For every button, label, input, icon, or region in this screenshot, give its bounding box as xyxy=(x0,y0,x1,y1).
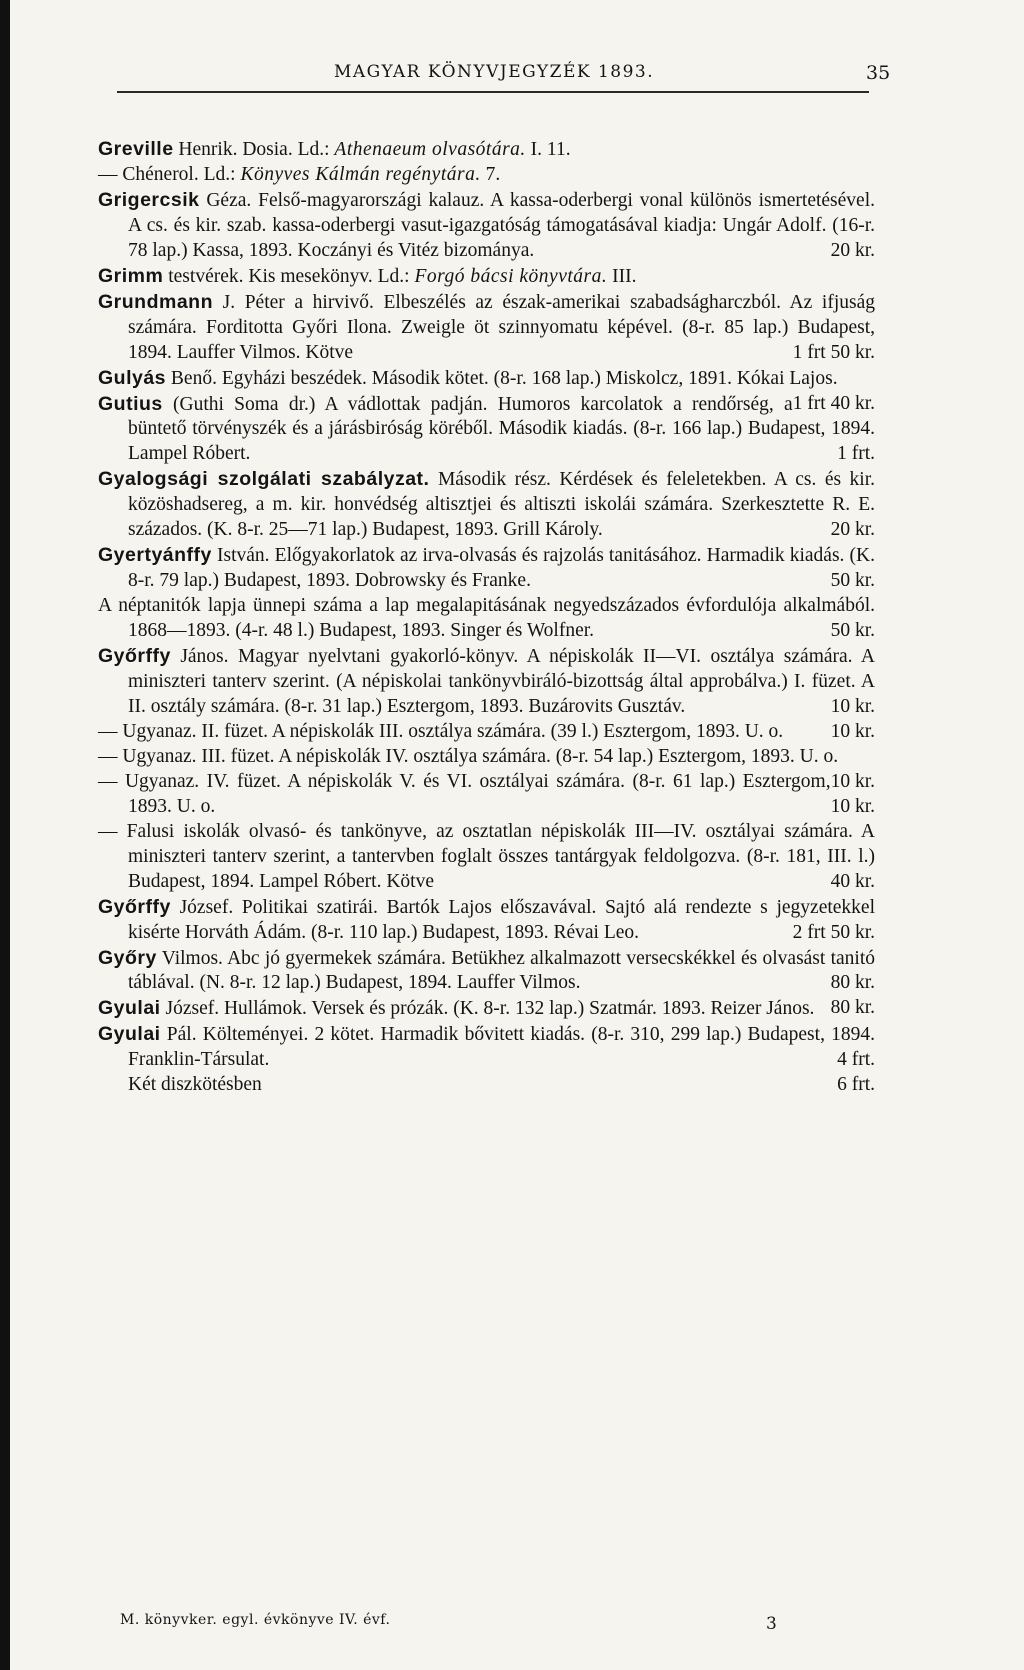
footer-series: M. könyvker. egyl. évkönyve IV. évf. xyxy=(120,1612,391,1628)
entry-heading: Gyertyánffy xyxy=(98,544,212,567)
entry-heading: Győrffy xyxy=(98,645,171,668)
catalog-entry xyxy=(98,644,875,720)
catalog-entry xyxy=(98,820,875,895)
page-header xyxy=(0,60,1024,90)
entry-price: 40 kr. xyxy=(830,870,875,892)
entry-text: — Chénerol. Ld.: xyxy=(98,163,241,185)
entry-price: 1 frt 40 kr. xyxy=(792,392,875,414)
entry-price: 20 kr. xyxy=(830,519,875,541)
entry-heading: Grundmann xyxy=(98,290,213,313)
entry-price: 2 frt 50 kr. xyxy=(792,921,875,943)
entry-text: Vilmos. Abc jó gyermekek számára. Betükhez alkalmazott versecskékkel és olvasást tanitó táblával. (N. 8-r. 12 lap.) Budapest, 1894. Lauffer Vilmos. xyxy=(128,947,875,994)
entry-series-title: Forgó bácsi könyvtára. xyxy=(414,265,608,287)
entry-text: 7. xyxy=(480,163,501,185)
catalog-entry xyxy=(98,392,875,468)
catalog-entry xyxy=(98,467,875,543)
entry-text: I. 11. xyxy=(525,139,571,160)
entry-price: 1 frt 50 kr. xyxy=(792,341,875,363)
entry-heading: Győrffy xyxy=(98,895,171,918)
entry-text: A néptanitók lapja ünnepi száma a lap megalapitásának negyedszázados évfordulója alkalmából. 1868—1893. (4-r. 48 l.) Budapest, 1893. Singer és Wolfner. xyxy=(98,595,875,642)
entry-text: Géza. Felső-magyarországi kalauz. A kassa-oderbergi vonal különös ismertetésével. A cs. és kir. szab. kassa-oderbergi vasut-igazgatóság támogatásával kiadja: Ungár Adolf. (16-r. 78 lap.) Kassa, 1893. Koczányi és Vitéz bizománya. xyxy=(128,189,875,261)
signature-mark: 3 xyxy=(766,1614,777,1634)
entry-text: — Ugyanaz. II. füzet. A népiskolák III. osztálya számára. (39 l.) Esztergom, 1893. U. o. xyxy=(98,720,784,742)
entry-price: 6 frt. xyxy=(837,1074,875,1096)
entry-text: J. Péter a hirvivő. Elbeszélés az észak-amerikai szabadságharczból. Az ifjuság számára. Forditotta Győri Ilona. Zweigle öt szinnyomatu képével. (8-r. 85 lap.) Budapest, 1894. Lauffer Vilmos. Kötve xyxy=(128,291,875,363)
catalog-entry xyxy=(98,895,875,946)
entry-text: Pál. Költeményei. 2 kötet. Harmadik bővitett kiadás. (8-r. 310, 299 lap.) Budapest, 1894. Franklin-Társulat. xyxy=(128,1024,875,1071)
entry-heading: Grigercsik xyxy=(98,188,200,211)
catalog-entry xyxy=(98,163,875,188)
entry-heading: Győry xyxy=(98,946,157,969)
entry-series-title: Athenaeum olvasótára. xyxy=(334,139,526,160)
entry-price: 20 kr. xyxy=(830,239,875,261)
entry-text: (Guthi Soma dr.) A vádlottak padján. Humoros karcolatok a rendőrség, a büntető törvényszék és a járásbiróság köréből. Második kiadás. (8-r. 166 lap.) Budapest, 1894. Lampel Róbert. xyxy=(128,393,875,465)
catalog-entry xyxy=(98,290,875,366)
entry-heading: Gyalogsági szolgálati szabályzat. xyxy=(98,468,430,491)
catalog-entry xyxy=(98,594,875,644)
entry-text: József. Politikai szatirái. Bartók Lajos előszavával. Sajtó alá rendezte s jegyzetekkel kisérte Horváth Ádám. (8-r. 110 lap.) Budapest, 1893. Révai Leo. xyxy=(128,896,875,943)
entry-price: 80 kr. xyxy=(830,972,875,994)
running-title: MAGYAR KÖNYVJEGYZÉK 1893. xyxy=(334,62,655,82)
entry-price: 10 kr. xyxy=(830,695,875,717)
catalog-entry xyxy=(98,996,875,1022)
entry-text: — Ugyanaz. IV. füzet. A népiskolák V. és VI. osztályai számára. (8-r. 61 lap.) Esztergom, 1893. U. o. xyxy=(98,770,831,817)
entry-heading: Gyulai xyxy=(98,1023,161,1046)
entry-price: 10 kr. xyxy=(830,795,875,817)
entry-text: István. Előgyakorlatok az irva-olvasás és rajzolás tanitásához. Harmadik kiadás. (K. 8-r. 79 lap.) Budapest, 1893. Dobrowsky és Franke. xyxy=(128,545,875,592)
catalog-entry xyxy=(98,770,875,820)
entry-price: 80 kr. xyxy=(830,997,875,1019)
entry-heading: Gulyás xyxy=(98,366,167,389)
entry-price: 10 kr. xyxy=(830,720,875,742)
entry-text: Második rész. Kérdések és feleletekben. A cs. és kir. közöshadsereg, a m. kir. honvédség altisztjei és altiszti iskolái számára. Szerkesztette R. E. százados. (K. 8-r. 25—71 lap.) Budapest, 1893. Grill Károly. xyxy=(128,469,875,541)
catalog-entry xyxy=(98,264,875,290)
entry-text: József. Hullámok. Versek és prózák. (K. 8-r. 132 lap.) Szatmár. 1893. Reizer János. xyxy=(160,998,815,1020)
catalog-entry xyxy=(98,745,875,792)
entry-series-title: Könyves Kálmán regénytára. xyxy=(240,163,481,185)
entry-price: 50 kr. xyxy=(830,620,875,642)
entry-text: Két diszkötésben xyxy=(128,1074,262,1096)
entry-text: János. Magyar nyelvtani gyakorló-könyv. A népiskolák II—VI. osztálya számára. A miniszteri tanterv szerint. (A népiskolai tankönyvbiráló-bizottság által approbálva.) I. füzet. A II. osztály számára. (8-r. 31 lap.) Esztergom, 1893. Buzárovits Gusztáv. xyxy=(128,646,875,717)
entry-price: 10 kr. xyxy=(830,770,875,792)
entry-heading: Grimm xyxy=(98,264,164,287)
entry-price: 1 frt. xyxy=(837,443,875,465)
entry-text: III. xyxy=(607,265,637,287)
page-number: 35 xyxy=(866,62,891,84)
entry-text: Henrik. Dosia. Ld.: xyxy=(173,139,335,160)
entry-text: testvérek. Kis mesekönyv. Ld.: xyxy=(163,265,415,287)
entry-price: 4 frt. xyxy=(837,1049,875,1071)
catalog-entries xyxy=(98,137,875,1098)
entry-heading: Gyulai xyxy=(98,997,161,1020)
catalog-entry xyxy=(98,188,875,264)
catalog-entry xyxy=(98,1022,875,1098)
entry-heading: Gutius xyxy=(98,392,163,415)
header-rule xyxy=(117,91,869,93)
scan-edge xyxy=(0,0,10,1670)
entry-price: 50 kr. xyxy=(830,570,875,592)
entry-text: Benő. Egyházi beszédek. Második kötet. (8-r. 168 lap.) Miskolcz, 1891. Kókai Lajos. xyxy=(166,367,838,389)
catalog-entry xyxy=(98,946,875,997)
catalog-entry xyxy=(98,543,875,594)
catalog-entry xyxy=(98,720,875,745)
entry-heading: Greville xyxy=(98,138,174,160)
entry-text: — Ugyanaz. III. füzet. A népiskolák IV. osztálya számára. (8-r. 54 lap.) Esztergom, 1893. U. o. xyxy=(98,745,839,767)
catalog-entry xyxy=(98,137,875,163)
entry-text: — Falusi iskolák olvasó- és tankönyve, az osztatlan népiskolák III—IV. osztályai számára. A miniszteri tanterv szerint, a tantervben foglalt összes tantárgyak feldolgozva. (8-r. 181, III. l.) Budapest, 1894. Lampel Róbert. Kötve xyxy=(98,820,875,892)
